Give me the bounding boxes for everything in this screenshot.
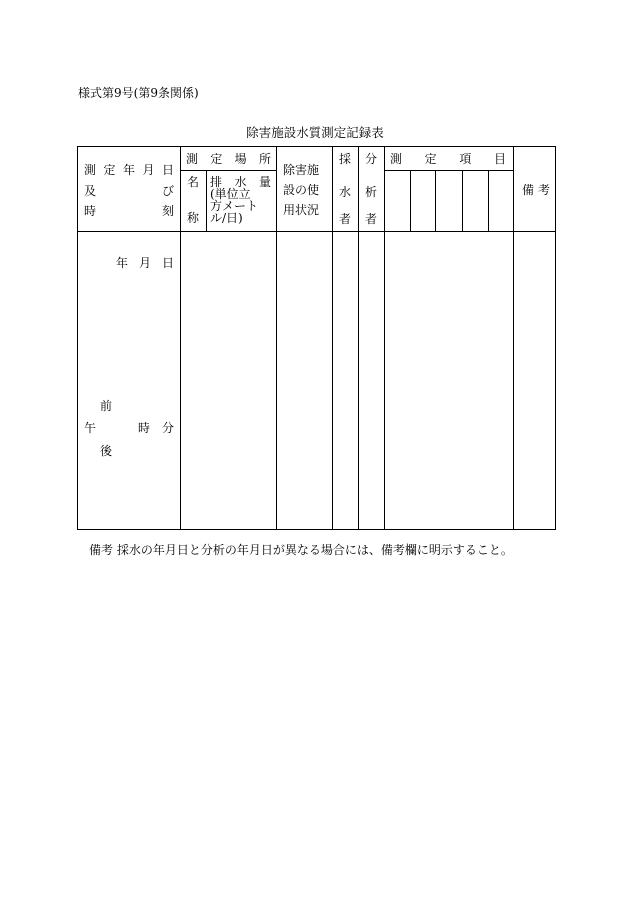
- body-am-pm-top: 前: [100, 399, 113, 413]
- header-name-top: 名: [187, 175, 200, 189]
- header-sampler-bottom: 者: [339, 212, 352, 226]
- record-table: [77, 146, 556, 530]
- grid-line: [276, 147, 277, 529]
- grid-line: [410, 170, 411, 231]
- header-remarks-label: 備 考: [522, 183, 550, 197]
- header-drainage-line2: (単位立: [210, 187, 251, 201]
- grid-line: [384, 147, 385, 529]
- grid-line: [384, 170, 513, 171]
- header-sampler-top: 採: [339, 152, 352, 166]
- header-facility-line3: 用状況: [283, 203, 320, 217]
- body-minute-label: 分: [162, 421, 175, 435]
- form-number: 様式第9号(第9条関係): [78, 86, 199, 100]
- header-date-label: 測 定 年 月 日: [84, 163, 174, 177]
- header-analyst-bottom: 者: [365, 212, 378, 226]
- header-drainage-line3: 方メート: [210, 199, 259, 213]
- grid-line: [180, 147, 181, 529]
- header-location-label: 測 定 場 所: [186, 152, 271, 166]
- grid-line: [180, 170, 276, 171]
- header-analyst-top: 分: [365, 152, 378, 166]
- header-facility-line2: 設の使: [283, 183, 320, 197]
- grid-line: [206, 170, 207, 231]
- header-sampler-mid: 水: [339, 185, 352, 199]
- grid-line: [435, 170, 436, 231]
- grid-line: [513, 147, 514, 529]
- header-analyst-mid: 析: [365, 185, 378, 199]
- grid-line: [462, 170, 463, 231]
- footnote: 備考 採水の年月日と分析の年月日が異なる場合には、備考欄に明示すること。: [89, 543, 513, 557]
- header-items-label: 測 定 項 目: [390, 152, 506, 166]
- grid-line: [358, 147, 359, 529]
- grid-line: [488, 170, 489, 231]
- header-time-label: 時 刻: [84, 204, 174, 218]
- header-drainage-line4: ル/日): [210, 211, 243, 225]
- header-name-bottom: 称: [187, 211, 200, 225]
- document-title: 除害施設水質測定記録表: [246, 125, 384, 140]
- body-am-pm-label: 午: [84, 421, 97, 435]
- header-facility-line1: 除害施: [283, 163, 320, 177]
- body-date-line: 年 月 日: [116, 256, 174, 270]
- grid-line: [332, 147, 333, 529]
- body-hour-label: 時: [138, 421, 151, 435]
- grid-line: [78, 231, 555, 232]
- header-drainage-line1: 排 水 量: [210, 175, 271, 189]
- header-and-label: 及 び: [84, 184, 174, 198]
- body-am-pm-bottom: 後: [100, 444, 113, 458]
